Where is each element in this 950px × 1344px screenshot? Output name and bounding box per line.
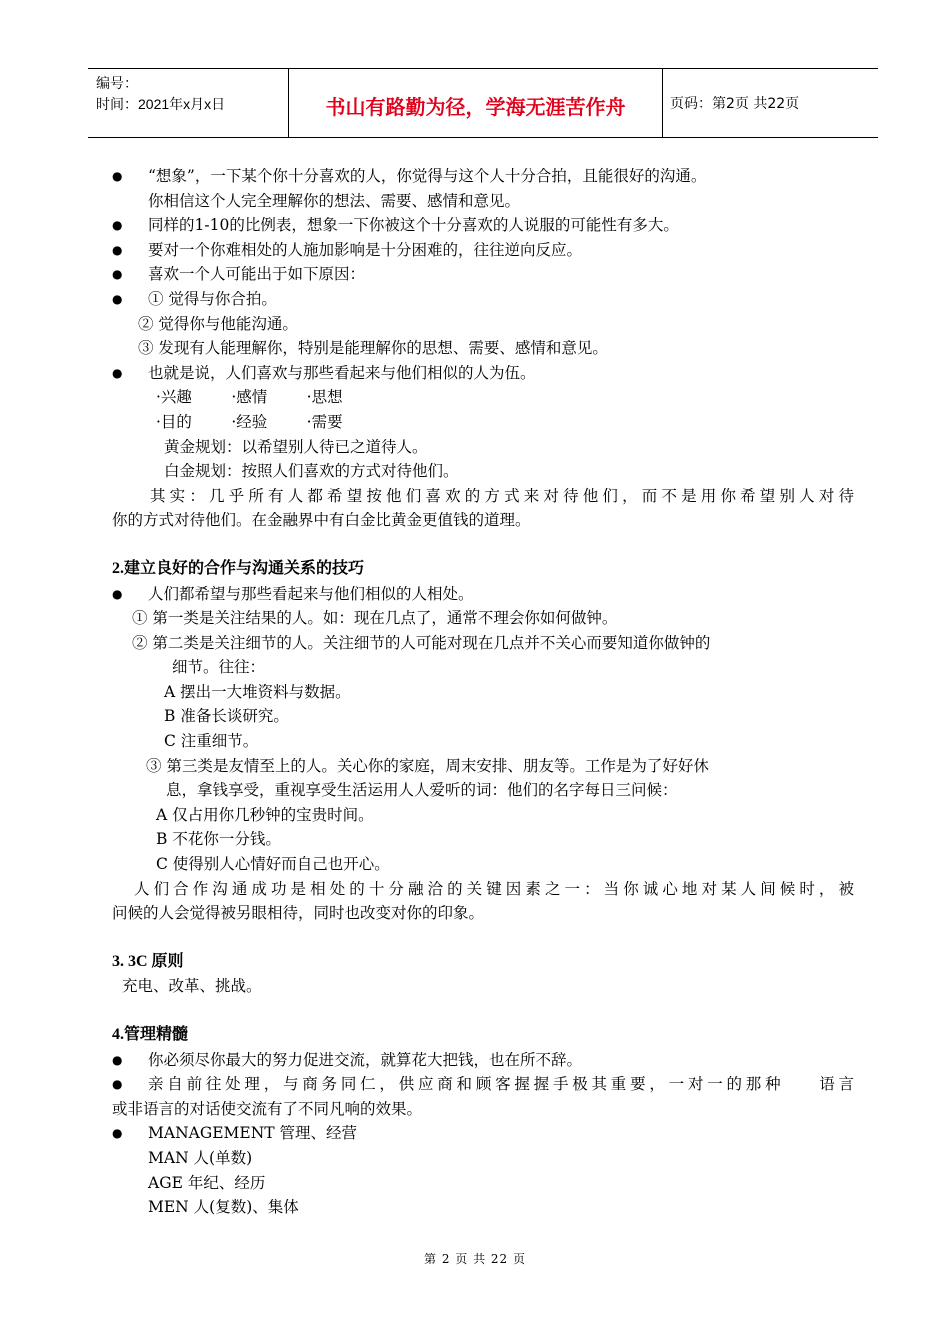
- bullet-item: ● 同样的1-10的比例表，想象一下你被这个十分喜欢的人说服的可能性有多大。: [112, 213, 854, 238]
- text-line: ① 第一类是关注结果的人。如：现在几点了，通常不理会你如何做钟。: [132, 609, 618, 628]
- section-heading: 2.建立良好的合作与沟通关系的技巧: [112, 559, 365, 577]
- text-line: 充电、改革、挑战。: [122, 977, 262, 996]
- text-line: 你的方式对待他们。在金融界中有白金比黄金更值钱的道理。: [112, 511, 531, 530]
- text-line: 你相信这个人完全理解你的想法、需要、感情和意见。: [148, 191, 521, 210]
- bullet-item: ● 也就是说，人们喜欢与那些看起来与他们相似的人为伍。: [112, 361, 854, 386]
- number-label: 编号：: [96, 75, 138, 91]
- text-line: MAN 人(单数): [148, 1148, 253, 1167]
- header-divider: [662, 69, 663, 137]
- text-line: 细节。往往：: [172, 658, 266, 677]
- section-heading: 4.管理精髓: [112, 1026, 189, 1043]
- bullet-item: ● 人们都希望与那些看起来与他们相似的人相处。: [112, 582, 854, 607]
- bullet-item: ● MANAGEMENT 管理、经营: [112, 1121, 854, 1146]
- section-heading: 3. 3C 原则: [112, 952, 184, 970]
- text-line: C 注重细节。: [164, 732, 259, 751]
- bullet-item: ● “想象”，一下某个你十分喜欢的人，你觉得与这个人十分合拍，且能很好的沟通。: [112, 164, 854, 189]
- text-line: 息，拿钱享受，重视享受生活运用人人爱听的词：他们的名字每日三问候：: [166, 781, 678, 800]
- text-line: 其实：几乎所有人都希望按他们喜欢的方式来对待他们，而不是用你希望别人对待: [150, 486, 854, 505]
- text-line: 白金规划：按照人们喜欢的方式对待他们。: [164, 462, 459, 481]
- header-motto: 书山有路勤为径，学海无涯苦作舟: [325, 95, 626, 119]
- text-line: B 不花你一分钱。: [156, 830, 281, 849]
- text-line: ② 第二类是关注细节的人。关注细节的人可能对现在几点并不关心而要知道你做钟的: [132, 633, 711, 652]
- text-line: A 仅占用你几秒钟的宝贵时间。: [156, 805, 374, 824]
- bullet-item: ● 亲自前往处理，与商务同仁，供应商和顾客握握手极其重要，一对一的那种 语言: [112, 1072, 854, 1097]
- text-line: B 准备长谈研究。: [164, 707, 289, 726]
- time-label: 时间：2021年x月x日: [96, 96, 226, 112]
- document-body: [112, 164, 854, 1220]
- text-line: 问候的人会觉得被另眼相待，同时也改变对你的印象。: [112, 904, 485, 923]
- text-line: ·兴趣 ·感情 ·思想: [156, 388, 343, 407]
- page-header: [88, 68, 878, 138]
- bullet-item: ● 要对一个你难相处的人施加影响是十分困难的，往往逆向反应。: [112, 238, 854, 263]
- bullet-item: ● ① 觉得与你合拍。: [112, 287, 854, 312]
- text-line: 黄金规划：以希望别人待已之道待人。: [164, 437, 428, 456]
- spacer: [112, 999, 854, 1023]
- spacer: [112, 533, 854, 557]
- spacer: [112, 926, 854, 950]
- bullet-item: ● 你必须尽你最大的努力促进交流，就算花大把钱，也在所不辞。: [112, 1048, 854, 1073]
- text-line: MEN 人(复数)、集体: [148, 1198, 299, 1217]
- text-line: 人们合作沟通成功是相处的十分融洽的关键因素之一：当你诚心地对某人间候时，被: [134, 879, 854, 898]
- header-page-info: 页码：第2页 共22页: [670, 96, 800, 112]
- text-line: ·目的 ·经验 ·需要: [156, 412, 343, 431]
- text-line: 或非语言的对话使交流有了不同凡响的效果。: [112, 1099, 423, 1118]
- bullet-item: ● 喜欢一个人可能出于如下原因：: [112, 262, 854, 287]
- header-meta: [96, 73, 225, 115]
- text-line: ② 觉得你与他能沟通。: [138, 314, 298, 333]
- text-line: ③ 第三类是友情至上的人。关心你的家庭，周末安排、朋友等。工作是为了好好休: [146, 756, 709, 775]
- text-line: A 摆出一大堆资料与数据。: [164, 682, 351, 701]
- page-footer: 第 2 页 共 22 页: [424, 1252, 526, 1266]
- text-line: AGE 年纪、经历: [148, 1173, 266, 1192]
- text-line: C 使得别人心情好而自己也开心。: [156, 855, 390, 874]
- text-line: ③ 发现有人能理解你，特别是能理解你的思想、需要、感情和意见。: [138, 339, 608, 358]
